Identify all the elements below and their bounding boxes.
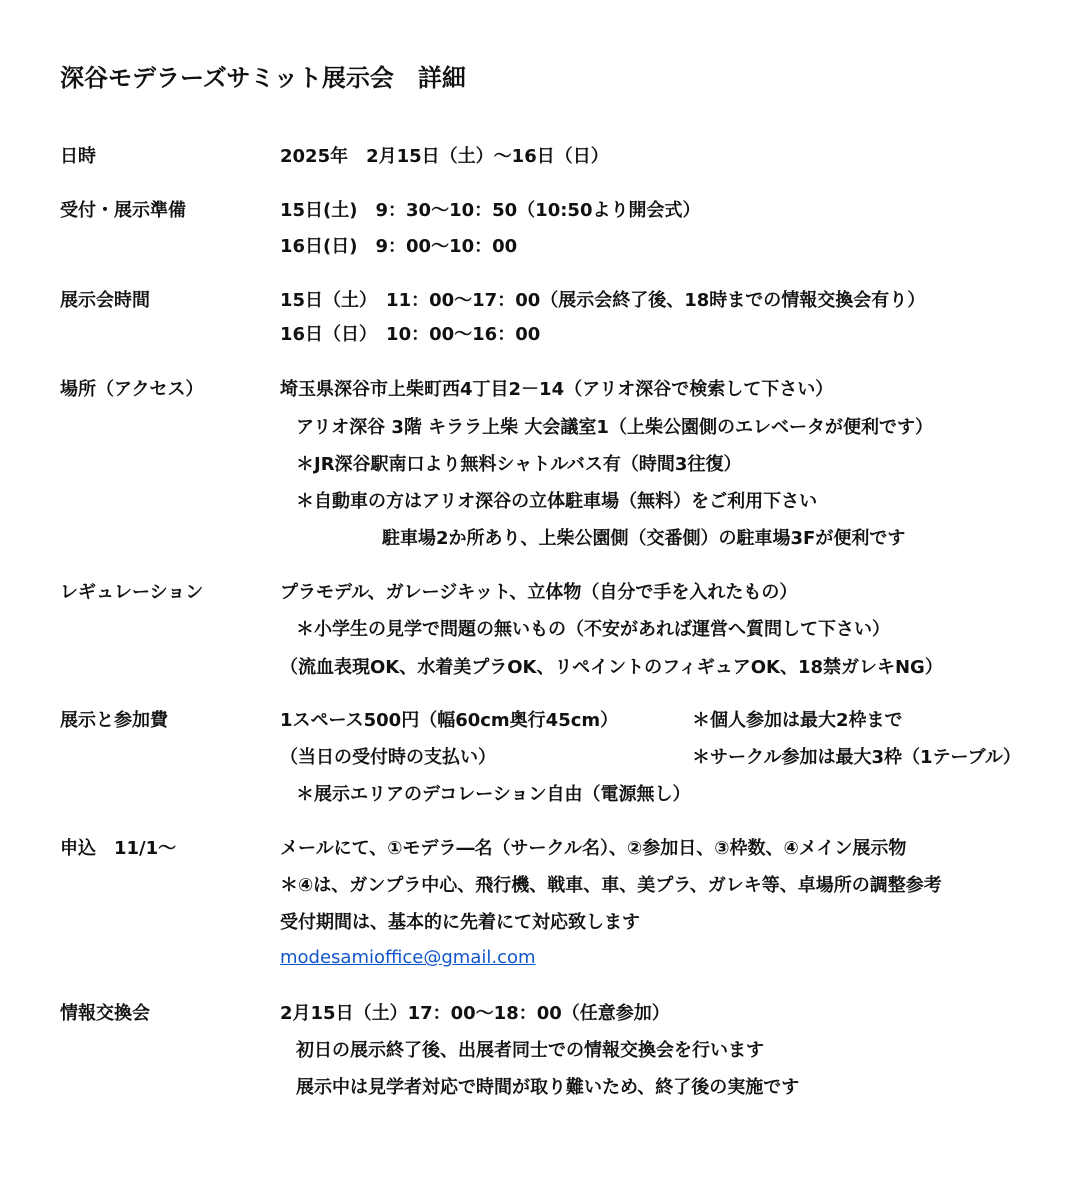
- hours-line: 15日（土） 11：00～17：00（展示会終了後、18時までの情報交換会有り）: [280, 290, 926, 311]
- regulation-label: レギュレーション: [60, 582, 204, 603]
- apply-line: 受付期間は、基本的に先着にて対応致します: [280, 912, 640, 933]
- fee-label: 展示と参加費: [60, 710, 168, 731]
- exchange-label: 情報交換会: [60, 1003, 150, 1024]
- fee-note-right: ＊サークル参加は最大3枠（1テーブル）: [692, 747, 1021, 768]
- apply-line: メールにて、①モデラ―名（サークル名）、②参加日、③枠数、④メイン展示物: [280, 838, 907, 859]
- reception-line: 16日(日) 9：00～10：00: [280, 236, 518, 257]
- place-line: 駐車場2か所あり、上柴公園側（交番側）の駐車場3Fが便利です: [382, 528, 906, 549]
- reception-label: 受付・展示準備: [60, 200, 186, 221]
- regulation-line: ＊小学生の見学で問題の無いもの（不安があれば運営へ質問して下さい）: [296, 619, 890, 640]
- place-line: 埼玉県深谷市上柴町西4丁目2－14（アリオ深谷で検索して下さい）: [280, 379, 834, 400]
- fee-note-right: ＊個人参加は最大2枠まで: [692, 710, 903, 731]
- hours-line: 16日（日） 10：00～16：00: [280, 324, 541, 345]
- place-label: 場所（アクセス）: [60, 379, 204, 400]
- fee-line: （当日の受付時の支払い）: [280, 747, 496, 768]
- datetime-label: 日時: [60, 146, 96, 167]
- regulation-line: プラモデル、ガレージキット、立体物（自分で手を入れたもの）: [280, 582, 798, 603]
- apply-line: ＊④は、ガンプラ中心、飛行機、戦車、車、美プラ、ガレキ等、卓場所の調整参考: [280, 875, 942, 896]
- regulation-line: （流血表現OK、水着美プラOK、リペイントのフィギュアOK、18禁ガレキNG）: [280, 657, 943, 678]
- exchange-line: 展示中は見学者対応で時間が取り難いため、終了後の実施です: [296, 1077, 800, 1098]
- fee-line: 1スペース500円（幅60cm奥行45cm）: [280, 710, 619, 731]
- place-line: アリオ深谷 3階 キララ上柴 大会議室1（上柴公園側のエレベータが便利です）: [296, 417, 933, 438]
- exchange-line: 初日の展示終了後、出展者同士での情報交換会を行います: [296, 1040, 764, 1061]
- apply-label: 申込 11/1～: [60, 838, 177, 859]
- datetime-value: 2025年 2月15日（土）～16日（日）: [280, 146, 609, 167]
- place-line: ＊JR深谷駅南口より無料シャトルバス有（時間3往復）: [296, 454, 742, 475]
- reception-line: 15日(土) 9：30～10：50（10:50より開会式）: [280, 200, 701, 221]
- fee-note: ＊展示エリアのデコレーション自由（電源無し）: [296, 784, 691, 805]
- place-line: ＊自動車の方はアリオ深谷の立体駐車場（無料）をご利用下さい: [296, 491, 818, 512]
- page-title: 深谷モデラーズサミット展示会 詳細: [60, 64, 466, 92]
- hours-label: 展示会時間: [60, 290, 150, 311]
- exchange-line: 2月15日（土）17：00～18：00（任意参加）: [280, 1003, 670, 1024]
- contact-email-link[interactable]: modesamioffice@gmail.com: [280, 947, 536, 968]
